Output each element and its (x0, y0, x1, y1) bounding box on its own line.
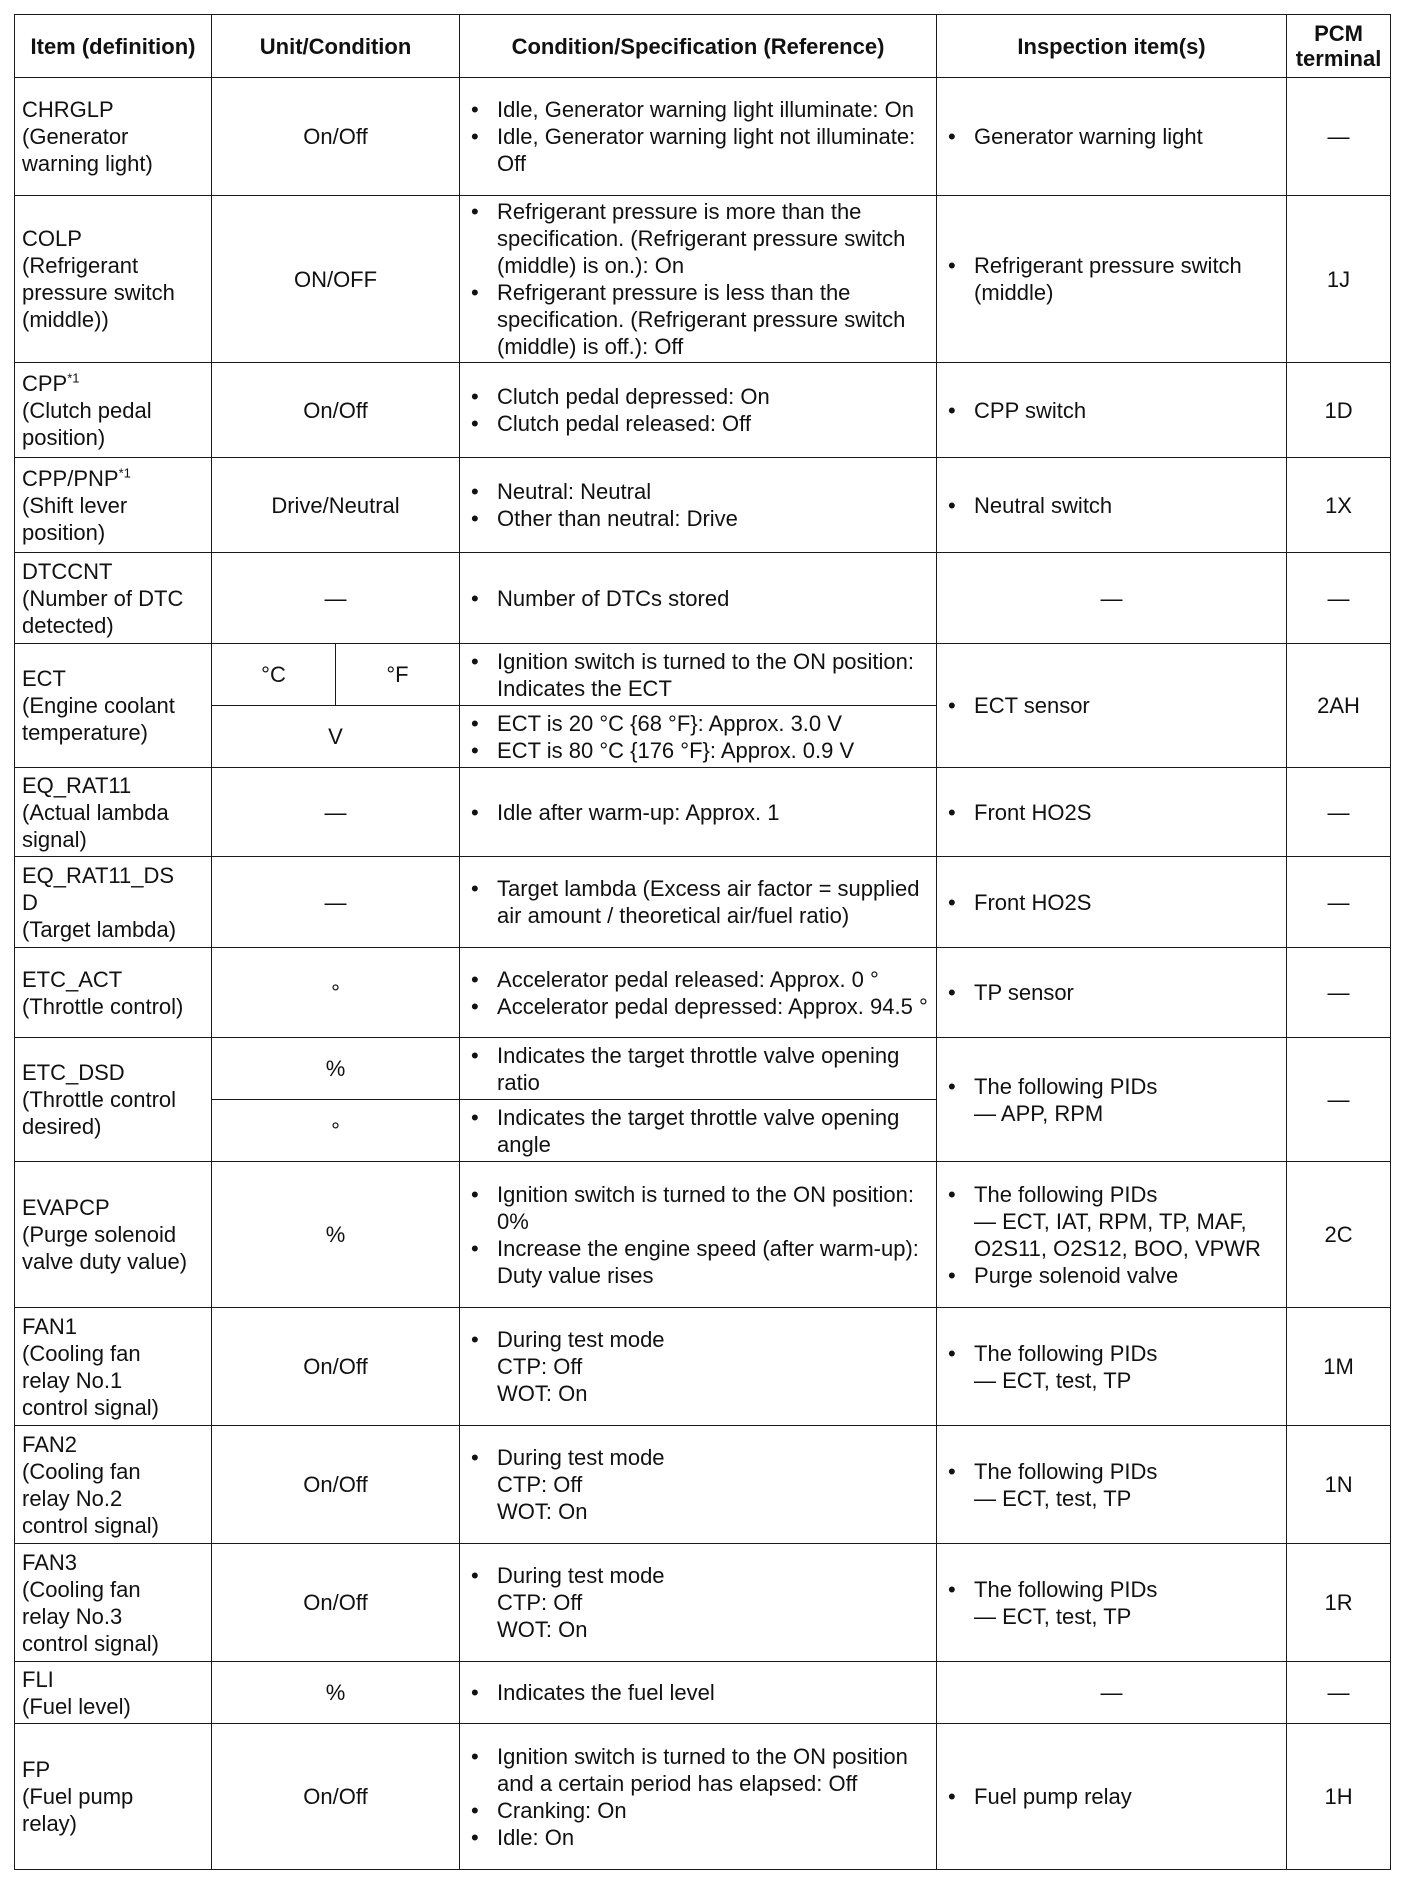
spec-cell (460, 1724, 937, 1870)
pcm-terminal: — (1287, 78, 1391, 196)
item-definition: control signal) (22, 1394, 159, 1420)
table-row (15, 458, 1391, 553)
item-cell (15, 1544, 212, 1662)
inspection-cell (937, 78, 1287, 196)
table-header-row (15, 15, 1391, 78)
spec-cell (460, 458, 937, 553)
spec-item: • Idle, Generator warning light not illuminate: Off (467, 123, 929, 177)
inspection-cell: — (937, 1662, 1287, 1724)
table-row (15, 1662, 1391, 1724)
unit-cell: % (212, 1662, 460, 1724)
spec-cell (460, 706, 937, 768)
item-definition: control signal) (22, 1512, 159, 1538)
spec-sub: WOT: On (497, 1499, 588, 1524)
item-definition: (Actual lambda (22, 799, 169, 825)
item-code: ETC_DSD (22, 1060, 125, 1085)
spec-cell (460, 1038, 937, 1100)
unit-cell-degree: ° (212, 1100, 460, 1162)
inspection-item: • Refrigerant pressure switch (middle) (944, 252, 1279, 306)
item-definition: (Number of DTC (22, 585, 184, 611)
spec-item: • Idle after warm-up: Approx. 1 (467, 799, 929, 826)
item-definition: (Generator (22, 124, 129, 149)
item-code: D (22, 889, 38, 915)
pcm-terminal: 1X (1287, 458, 1391, 553)
spec-sub: CTP: Off (497, 1354, 583, 1379)
unit-cell-voltage: V (212, 706, 460, 768)
item-definition: (Cooling fan (22, 1340, 141, 1366)
item-definition: (Refrigerant (22, 253, 139, 278)
spec-cell (460, 1662, 937, 1724)
inspection-pid-list: — ECT, test, TP (974, 1485, 1132, 1511)
spec-item (467, 1562, 929, 1643)
table-row (15, 1426, 1391, 1544)
pcm-terminal: — (1287, 1662, 1391, 1724)
spec-item: • Indicates the target throttle valve opening ratio (467, 1042, 929, 1096)
spec-item: • Accelerator pedal released: Approx. 0 ° (467, 966, 929, 993)
inspection-cell (937, 644, 1287, 768)
item-cell (15, 196, 212, 363)
spec-head: • During test mode (497, 1563, 665, 1588)
inspection-item: • TP sensor (944, 979, 1279, 1006)
header-item: Item (definition) (15, 15, 212, 78)
unit-cell: ON/OFF (212, 196, 460, 363)
item-definition: signal) (22, 826, 87, 852)
pid-table (14, 14, 1391, 1870)
spec-item: • Indicates the fuel level (467, 1679, 929, 1706)
item-cell (15, 644, 212, 768)
inspection-pid-list: — ECT, test, TP (974, 1603, 1132, 1629)
table-row (15, 196, 1391, 363)
item-definition: warning light) (22, 151, 153, 176)
inspection-item: • Generator warning light (944, 123, 1279, 150)
inspection-item (944, 1181, 1279, 1262)
table-row (15, 1038, 1391, 1100)
item-code: ETC_ACT (22, 966, 123, 992)
item-definition: pressure switch (22, 280, 175, 305)
spec-item: • Cranking: On (467, 1797, 929, 1824)
table-row (15, 1308, 1391, 1426)
inspection-cell (937, 363, 1287, 458)
spec-item: • Ignition switch is turned to the ON position: Indicates the ECT (467, 648, 929, 702)
spec-item: • Clutch pedal depressed: On (467, 383, 929, 410)
spec-cell (460, 196, 937, 363)
item-code: EQ_RAT11_DS (22, 862, 175, 888)
footnote-mark: *1 (67, 370, 80, 386)
item-cell (15, 768, 212, 857)
item-code: FAN2 (22, 1431, 78, 1457)
table-row (15, 768, 1391, 857)
spec-cell (460, 948, 937, 1038)
table-row (15, 1162, 1391, 1308)
item-definition: (Throttle control) (22, 993, 184, 1019)
inspection-cell (937, 1162, 1287, 1308)
item-definition: valve duty value) (22, 1249, 188, 1274)
item-definition: control signal) (22, 1630, 159, 1656)
inspection-cell: — (937, 553, 1287, 644)
item-code: EQ_RAT11 (22, 772, 132, 798)
item-definition: relay No.2 (22, 1485, 123, 1511)
inspection-cell (937, 1038, 1287, 1162)
unit-cell: ° (212, 948, 460, 1038)
table-row (15, 644, 1391, 706)
inspection-cell (937, 1724, 1287, 1870)
inspection-pid-list: — ECT, IAT, RPM, TP, MAF, O2S11, O2S12, BOO, VPWR (974, 1208, 1261, 1261)
item-cell (15, 363, 212, 458)
inspection-head: • The following PIDs (974, 1458, 1158, 1484)
item-cell (15, 553, 212, 644)
pcm-terminal: 1D (1287, 363, 1391, 458)
spec-cell (460, 553, 937, 644)
pcm-terminal: — (1287, 948, 1391, 1038)
item-code: CHRGLP (22, 97, 114, 122)
spec-cell (460, 644, 937, 706)
inspection-cell (937, 1308, 1287, 1426)
pcm-terminal: — (1287, 553, 1391, 644)
item-cell (15, 1662, 212, 1724)
item-cell (15, 78, 212, 196)
inspection-item (944, 1458, 1279, 1512)
header-pcm (1287, 15, 1391, 78)
spec-cell (460, 1162, 937, 1308)
spec-item (467, 1326, 929, 1407)
pcm-terminal: — (1287, 857, 1391, 948)
item-code: FP (22, 1757, 51, 1782)
spec-item: • Number of DTCs stored (467, 585, 929, 612)
inspection-head: • The following PIDs (974, 1073, 1158, 1099)
unit-cell-percent: % (212, 1038, 460, 1100)
unit-cell-fahrenheit: °F (336, 644, 460, 706)
unit-cell: On/Off (212, 78, 460, 196)
spec-item: • Refrigerant pressure is more than the specification. (Refrigerant pressure switch (middle) is on.): On (467, 198, 929, 279)
inspection-cell (937, 857, 1287, 948)
item-code: FAN3 (22, 1549, 78, 1575)
unit-cell: Drive/Neutral (212, 458, 460, 553)
inspection-item: • Front HO2S (944, 889, 1279, 916)
table-row (15, 363, 1391, 458)
inspection-head: • The following PIDs (974, 1340, 1158, 1366)
inspection-cell (937, 1544, 1287, 1662)
spec-cell (460, 768, 937, 857)
item-code: FAN1 (22, 1313, 78, 1339)
item-definition: (Shift lever (22, 492, 128, 518)
spec-item: • Ignition switch is turned to the ON position: 0% (467, 1181, 929, 1235)
spec-cell (460, 1426, 937, 1544)
inspection-cell (937, 768, 1287, 857)
inspection-cell (937, 1426, 1287, 1544)
spec-cell (460, 1100, 937, 1162)
item-code: ECT (22, 666, 66, 691)
item-cell (15, 1038, 212, 1162)
item-definition: desired) (22, 1114, 102, 1139)
spec-head: • During test mode (497, 1445, 665, 1470)
item-cell (15, 1308, 212, 1426)
spec-item: • Neutral: Neutral (467, 478, 929, 505)
unit-cell: % (212, 1162, 460, 1308)
pcm-terminal: — (1287, 1038, 1391, 1162)
spec-item: • Indicates the target throttle valve opening angle (467, 1104, 929, 1158)
item-definition: (middle)) (22, 307, 109, 332)
item-definition: (Clutch pedal (22, 397, 152, 423)
item-code: CPP/PNP$^{*1}$ (22, 465, 131, 491)
item-definition: (Fuel level) (22, 1693, 131, 1719)
inspection-item: • Front HO2S (944, 799, 1279, 826)
spec-sub: WOT: On (497, 1617, 588, 1642)
inspection-pid-list: — APP, RPM (974, 1100, 1104, 1126)
item-definition: (Purge solenoid (22, 1222, 177, 1247)
item-definition: (Fuel pump (22, 1784, 134, 1809)
pcm-terminal: 1H (1287, 1724, 1391, 1870)
item-code: EVAPCP (22, 1195, 110, 1220)
spec-item: • ECT is 80 °C {176 °F}: Approx. 0.9 V (467, 737, 929, 764)
inspection-item (944, 1576, 1279, 1630)
spec-item: • Idle, Generator warning light illuminate: On (467, 96, 929, 123)
spec-sub: CTP: Off (497, 1590, 583, 1615)
pcm-terminal: 2C (1287, 1162, 1391, 1308)
header-unit: Unit/Condition (212, 15, 460, 78)
spec-item: • Accelerator pedal depressed: Approx. 94.5 ° (467, 993, 929, 1020)
item-definition: (Engine coolant (22, 693, 175, 718)
pcm-terminal: 1M (1287, 1308, 1391, 1426)
item-definition: (Cooling fan (22, 1576, 141, 1602)
unit-cell: On/Off (212, 363, 460, 458)
pcm-terminal: — (1287, 768, 1391, 857)
item-cell (15, 1724, 212, 1870)
inspection-item: • Purge solenoid valve (944, 1262, 1279, 1289)
spec-sub: WOT: On (497, 1381, 588, 1406)
spec-item: • Clutch pedal released: Off (467, 410, 929, 437)
spec-cell (460, 363, 937, 458)
inspection-item (944, 1073, 1279, 1127)
unit-cell-celsius: °C (212, 644, 336, 706)
item-cell (15, 857, 212, 948)
inspection-cell (937, 458, 1287, 553)
spec-item: • Other than neutral: Drive (467, 505, 929, 532)
pcm-terminal: 2AH (1287, 644, 1391, 768)
item-definition: (Target lambda) (22, 916, 177, 942)
unit-cell: On/Off (212, 1724, 460, 1870)
spec-cell (460, 857, 937, 948)
unit-cell: — (212, 553, 460, 644)
spec-item: • Increase the engine speed (after warm-up): Duty value rises (467, 1235, 929, 1289)
spec-sub: CTP: Off (497, 1472, 583, 1497)
item-code: COLP (22, 226, 82, 251)
footnote-mark: *1 (118, 465, 131, 481)
table-row (15, 553, 1391, 644)
inspection-item: • Neutral switch (944, 492, 1279, 519)
table-row (15, 857, 1391, 948)
item-definition: relay) (22, 1811, 78, 1836)
table-row (15, 1724, 1391, 1870)
spec-item: • Ignition switch is turned to the ON position and a certain period has elapsed: Off (467, 1743, 929, 1797)
unit-cell: — (212, 768, 460, 857)
unit-cell: — (212, 857, 460, 948)
item-definition: relay No.1 (22, 1367, 123, 1393)
item-definition: temperature) (22, 720, 148, 745)
inspection-head: • The following PIDs (974, 1181, 1158, 1207)
item-code: DTCCNT (22, 558, 113, 584)
item-definition: (Cooling fan (22, 1458, 141, 1484)
inspection-item: • ECT sensor (944, 692, 1279, 719)
item-definition: relay No.3 (22, 1603, 123, 1629)
item-definition: position) (22, 519, 106, 545)
inspection-item: • Fuel pump relay (944, 1783, 1279, 1810)
item-cell (15, 948, 212, 1038)
item-definition: position) (22, 424, 106, 450)
table-row (15, 78, 1391, 196)
pcm-terminal: 1R (1287, 1544, 1391, 1662)
spec-item: • Refrigerant pressure is less than the specification. (Refrigerant pressure switch (middle) is off.): Off (467, 279, 929, 360)
unit-cell: On/Off (212, 1426, 460, 1544)
spec-cell (460, 78, 937, 196)
item-code: CPP$^{*1}$ (22, 370, 80, 396)
spec-cell (460, 1544, 937, 1662)
item-cell (15, 458, 212, 553)
unit-cell: On/Off (212, 1308, 460, 1426)
spec-item: • ECT is 20 °C {68 °F}: Approx. 3.0 V (467, 710, 929, 737)
inspection-item (944, 1340, 1279, 1394)
table-row (15, 948, 1391, 1038)
inspection-pid-list: — ECT, test, TP (974, 1367, 1132, 1393)
header-pcm-line2: terminal (1295, 46, 1382, 71)
item-definition: (Throttle control (22, 1087, 177, 1112)
item-definition: detected) (22, 612, 114, 638)
spec-cell (460, 1308, 937, 1426)
header-spec: Condition/Specification (Reference) (460, 15, 937, 78)
header-inspection: Inspection item(s) (937, 15, 1287, 78)
inspection-head: • The following PIDs (974, 1576, 1158, 1602)
spec-item: • Idle: On (467, 1824, 929, 1851)
item-code: FLI (22, 1666, 54, 1692)
pcm-terminal: 1N (1287, 1426, 1391, 1544)
spec-item: • Target lambda (Excess air factor = supplied air amount / theoretical air/fuel ratio) (467, 875, 929, 929)
inspection-item: • CPP switch (944, 397, 1279, 424)
spec-head: • During test mode (497, 1327, 665, 1352)
unit-cell: On/Off (212, 1544, 460, 1662)
header-pcm-line1: PCM (1314, 21, 1363, 46)
spec-item (467, 1444, 929, 1525)
table-row (15, 1544, 1391, 1662)
inspection-cell (937, 196, 1287, 363)
item-cell (15, 1426, 212, 1544)
inspection-cell (937, 948, 1287, 1038)
item-cell (15, 1162, 212, 1308)
pcm-terminal: 1J (1287, 196, 1391, 363)
